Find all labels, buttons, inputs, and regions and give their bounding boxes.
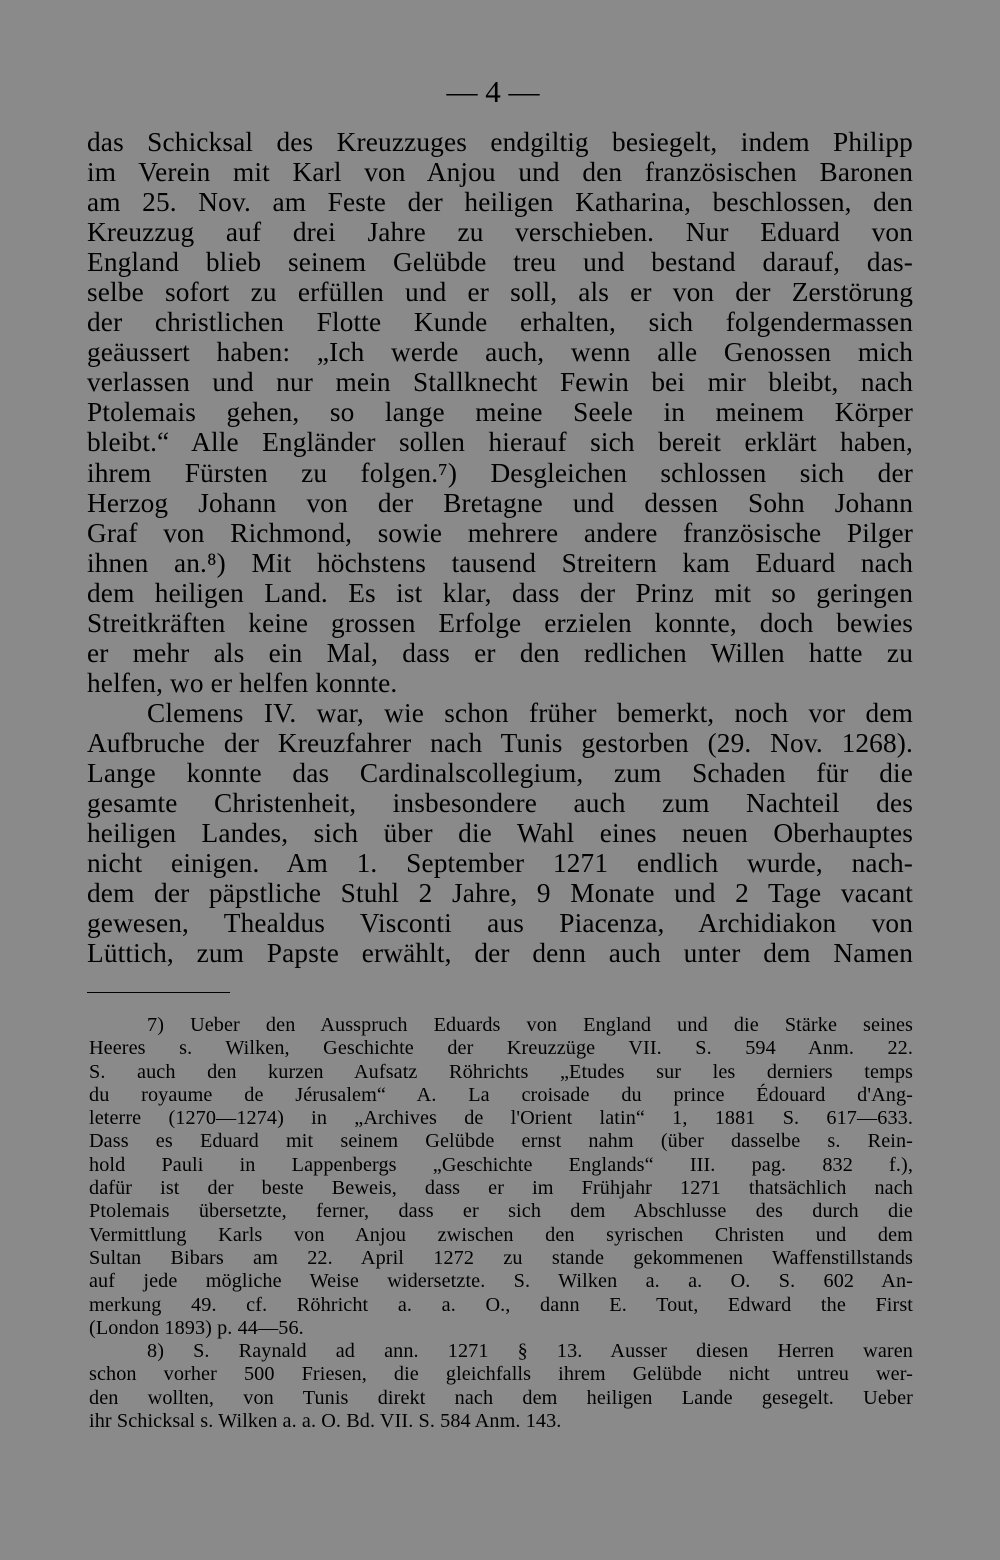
text-line: ihrem Fürsten zu folgen.⁷) Desgleichen schlossen sich der <box>87 457 913 488</box>
text-line: Aufbruche der Kreuzfahrer nach Tunis gestorben (29. Nov. 1268). <box>87 727 913 758</box>
text-line: Ptolemais gehen, so lange meine Seele in meinem Körper <box>87 397 913 428</box>
text-line: dem der päpstliche Stuhl 2 Jahre, 9 Monate und 2 Tage vacant <box>87 878 913 909</box>
text-line: Streitkräften keine grossen Erfolge erzielen konnte, doch bewies <box>87 607 913 638</box>
footnote-line: den wollten, von Tunis direkt nach dem heiligen Lande gesegelt. Ueber <box>89 1386 913 1409</box>
text-line: gewesen, Thealdus Visconti aus Piacenza, Archidiakon von <box>87 908 913 939</box>
footnote-line: S. auch den kurzen Aufsatz Röhrichts „Etudes sur les derniers temps <box>89 1060 913 1083</box>
text-line: heiligen Landes, sich über die Wahl eines neuen Oberhauptes <box>87 818 913 849</box>
footnote-line: 8) S. Raynald ad ann. 1271 § 13. Ausser diesen Herren waren <box>147 1340 913 1363</box>
footnote-line: 7) Ueber den Ausspruch Eduards von England und die Stärke seines <box>147 1014 913 1036</box>
text-line: selbe sofort zu erfüllen und er soll, als er von der Zerstörung <box>87 277 913 308</box>
body-text <box>87 127 913 968</box>
footnote-line: du royaume de Jérusalem“ A. La croisade du prince Édouard d'Ang- <box>89 1083 913 1106</box>
footnote-line: Ptolemais übersetzte, ferner, dass er sich dem Abschlusse des durch die <box>89 1200 913 1223</box>
footnote-line: Vermittlung Karls von Anjou zwischen den syrischen Christen und dem <box>89 1223 913 1246</box>
text-line: er mehr als ein Mal, dass er den redlichen Willen hatte zu <box>87 637 913 668</box>
text-line: gesamte Christenheit, insbesondere auch zum Nachteil des <box>87 788 913 819</box>
text-line: am 25. Nov. am Feste der heiligen Katharina, beschlossen, den <box>87 187 913 218</box>
text-line: Graf von Richmond, sowie mehrere andere französische Pilger <box>87 517 913 548</box>
text-line: Clemens IV. war, wie schon früher bemerkt, noch vor dem <box>147 697 913 728</box>
footnotes <box>89 1014 913 1433</box>
page-number: — 4 — <box>446 74 540 109</box>
footnote-line: leterre (1270—1274) in „Archives de l'Orient latin“ 1, 1881 S. 617—633. <box>89 1107 913 1130</box>
footnote-line: Heeres s. Wilken, Geschichte der Kreuzzüge VII. S. 594 Anm. 22. <box>89 1037 913 1060</box>
text-line: Lüttich, zum Papste erwählt, der denn auch unter dem Namen <box>87 938 913 969</box>
text-line: geäussert haben: „Ich werde auch, wenn alle Genossen mich <box>87 337 913 368</box>
footnote-line: ihr Schicksal s. Wilken a. a. O. Bd. VII. S. 584 Anm. 143. <box>89 1410 562 1433</box>
footnote-line: Dass es Eduard mit seinem Gelübde ernst nahm (über dasselbe s. Rein- <box>89 1130 913 1153</box>
text-line: helfen, wo er helfen konnte. <box>87 667 398 698</box>
footnote-rule <box>87 992 230 993</box>
text-line: der christlichen Flotte Kunde erhalten, sich folgendermassen <box>87 307 913 338</box>
text-line: verlassen und nur mein Stallknecht Fewin bei mir bleibt, nach <box>87 367 913 398</box>
text-line: dem heiligen Land. Es ist klar, dass der Prinz mit so geringen <box>87 577 913 608</box>
text-line: das Schicksal des Kreuzzuges endgiltig besiegelt, indem Philipp <box>87 127 913 157</box>
text-line: ihnen an.⁸) Mit höchstens tausend Streitern kam Eduard nach <box>87 547 913 578</box>
footnote-line: auf jede mögliche Weise widersetzte. S. Wilken a. a. O. S. 602 An- <box>89 1270 913 1293</box>
text-line: England blieb seinem Gelübde treu und bestand darauf, das- <box>87 247 913 278</box>
text-line: nicht einigen. Am 1. September 1271 endlich wurde, nach- <box>87 848 913 879</box>
text-line: bleibt.“ Alle Engländer sollen hierauf sich bereit erklärt haben, <box>87 427 913 458</box>
footnote-line: dafür ist der beste Beweis, dass er im Frühjahr 1271 thatsächlich nach <box>89 1177 913 1200</box>
footnote-line: (London 1893) p. 44—56. <box>89 1316 304 1339</box>
text-line: Herzog Johann von der Bretagne und dessen Sohn Johann <box>87 487 913 518</box>
footnote-line: schon vorher 500 Friesen, die gleichfalls ihrem Gelübde nicht untreu wer- <box>89 1363 913 1386</box>
footnote-line: hold Pauli in Lappenbergs „Geschichte Englands“ III. pag. 832 f.), <box>89 1153 913 1176</box>
footnote-line: Sultan Bibars am 22. April 1272 zu stande gekommenen Waffenstillstands <box>89 1246 913 1269</box>
text-line: Lange konnte das Cardinalscollegium, zum Schaden für die <box>87 757 913 788</box>
footnote-line: merkung 49. cf. Röhricht a. a. O., dann E. Tout, Edward the First <box>89 1293 913 1316</box>
text-line: im Verein mit Karl von Anjou und den französischen Baronen <box>87 157 913 188</box>
text-line: Kreuzzug auf drei Jahre zu verschieben. Nur Eduard von <box>87 217 913 248</box>
